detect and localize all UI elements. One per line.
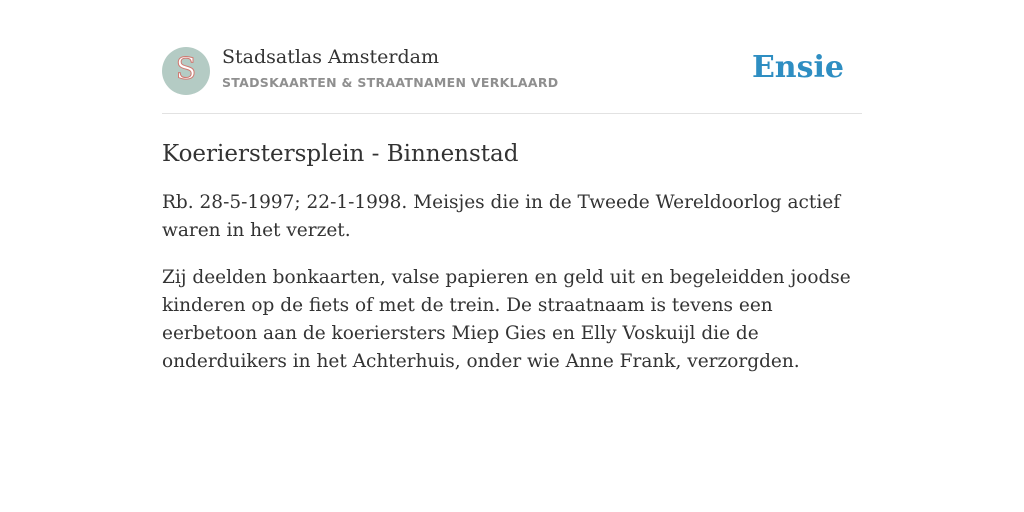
article — [162, 114, 862, 376]
article-paragraph: Rb. 28-5-1997; 22-1-1998. Meisjes die in de Tweede Wereldoorlog actief waren in het verzet. — [162, 192, 841, 241]
site-title[interactable]: Stadsatlas Amsterdam — [222, 46, 440, 68]
avatar[interactable] — [162, 47, 210, 95]
page — [162, 0, 862, 376]
page-title: Koerierstersplein - Binnenstad — [162, 141, 519, 167]
site-header — [162, 46, 862, 114]
brand-logo[interactable]: Ensie — [751, 50, 844, 85]
avatar-letter: S — [175, 52, 197, 87]
article-paragraph: Zij deelden bonkaarten, valse papieren en geld uit en begeleidden joodse kinderen op de fiets of met de trein. De straatnaam is tevens een eerbetoon aan de koeriersters Miep Gies en Elly Voskuijl die de onderduikers in het Achterhuis, onder wie Anne Frank, verzorgden. — [162, 267, 851, 372]
site-subtitle: STADSKAARTEN & STRAATNAMEN VERKLAARD — [222, 75, 559, 90]
